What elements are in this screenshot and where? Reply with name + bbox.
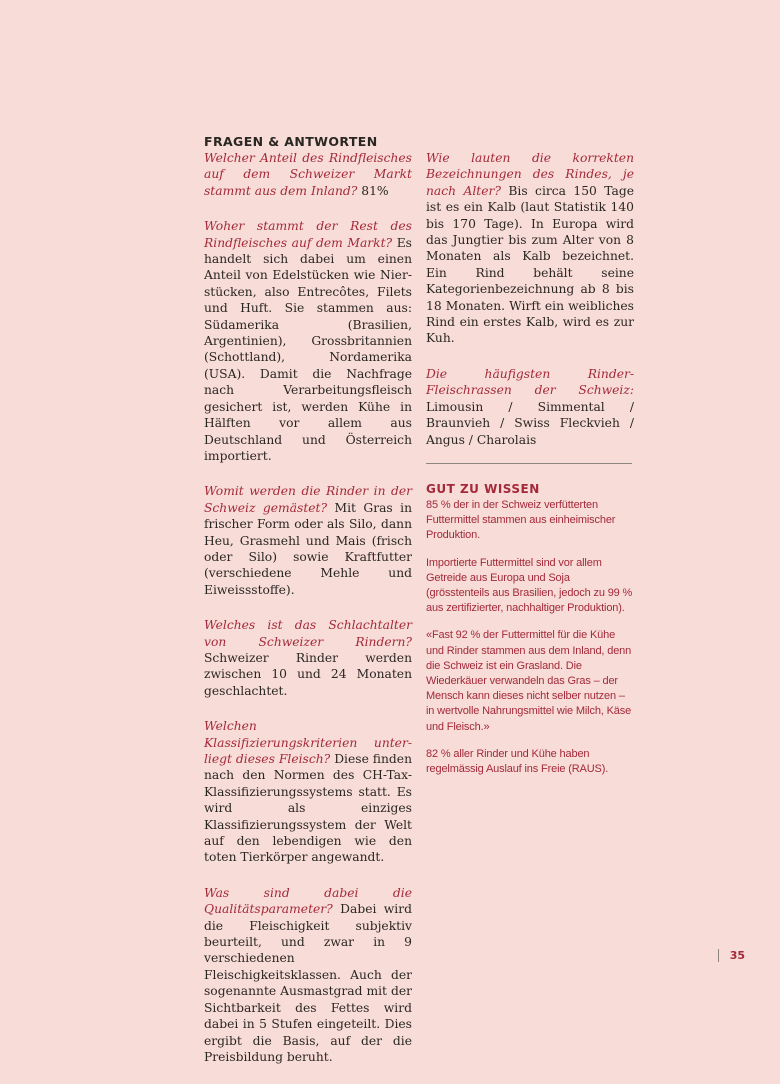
question: Woher stammt der Rest des Rindfleisches auf dem Markt? <box>204 219 412 250</box>
page-number: 35 <box>729 949 745 962</box>
question: Welchen Klassifizierungskriterien unterliegt dieses Fleisch? <box>204 719 412 766</box>
qa-item <box>204 718 412 866</box>
question: Die häufigsten Rinder-Fleischrassen der Schweiz: <box>426 366 634 398</box>
answer: Mit Gras in frischer Form oder als Silo, dann Heu, Grasmehl und Mais (frisch oder Silo) sowie Kraftfutter (verschiedene Mehle und Eiweissstoffe). <box>204 500 413 597</box>
page-number-divider <box>718 949 719 962</box>
info-paragraph: 82 % aller Rinder und Kühe haben regelmässig Auslauf ins Freie (RAUS). <box>426 747 609 775</box>
qa-item <box>426 150 634 347</box>
question: Womit werden die Rinder in der Schweiz gemästet? <box>204 484 412 515</box>
question: Was sind dabei die Qualitätsparameter? <box>204 885 412 917</box>
answer: Diese finden nach den Normen des CH-Tax-Klassifizierungssystems statt. Es wird als einziges Klassifizierungssystem der Welt auf den lebendigen wie den toten Tierkörper angewandt. <box>204 752 412 865</box>
right-column <box>426 150 634 789</box>
qa-item <box>204 483 412 598</box>
qa-item <box>426 366 634 448</box>
qa-item <box>204 218 412 464</box>
info-quote: «Fast 92 % der Futtermittel für die Kühe und Rinder stammen aus dem Inland, denn die Schweiz ist ein Grasland. Die Wiederkäuer verwandeln das Gras – der Mensch kann dieses nicht selber nutzen – in wertvolle Nahrungsmittel wie Milch, Käse und Fleisch.» <box>426 629 632 733</box>
qa-item <box>204 150 412 199</box>
qa-item <box>204 885 412 1065</box>
answer: 81% <box>357 183 389 198</box>
section-heading: FRAGEN & ANTWORTEN <box>204 134 378 149</box>
qa-item <box>204 617 412 699</box>
left-column <box>204 134 412 1084</box>
info-box-heading: GUT ZU WISSEN <box>426 481 540 496</box>
answer: Schweizer Rinder werden zwischen 10 und 24 Monaten geschlachtet. <box>204 650 412 698</box>
answer: Bis circa 150 Tage ist es ein Kalb (laut Statistik 140 bis 170 Tage). In Europa wird das Jungtier bis zum Alter von 8 Monaten als Kalb bezeichnet. Ein Rind behält seine Kategorienbezeichnung ab 8 bis 18 Monaten. Wirft ein weibliches Rind ein erstes Kalb, wird es zur Kuh. <box>426 183 634 346</box>
question: Welches ist das Schlachtalter von Schweizer Rindern? <box>204 618 412 649</box>
info-paragraph: Importierte Futtermittel sind vor allem Getreide aus Europa und Soja (grösstenteils aus Brasilien, jedoch zu 99 % aus zertifizierter, nachhaltiger Produktion). <box>426 556 633 615</box>
answer: Es handelt sich dabei um einen Anteil von Edelstücken wie Nierstücken, also Entrecôtes, Filets und Huft. Sie stammen aus: Südamerika (Brasilien, Argentinien), Grossbritannien (Schottland), Nordamerika (USA). Damit die Nachfrage nach Verarbeitungsfleisch gesichert ist, werden Kühe in Hälften vor allem aus Deutschland und Österreich importiert. <box>204 235 412 463</box>
info-paragraph: 85 % der in der Schweiz verfütterten Futtermittel stammen aus einheimischer Produktion. <box>426 498 616 542</box>
answer: Dabei wird die Fleischigkeit subjektiv beurteilt, und zwar in 9 verschiedenen Fleischigkeitsklassen. Auch der sogenannte Ausmastgrad mit der Sichtbarkeit des Fettes wird dabei in 5 Stufen eingeteilt. Dies ergibt die Basis, auf der die Preisbildung beruht. <box>204 902 412 1064</box>
section-divider <box>426 463 632 464</box>
question: Wie lauten die korrekten Bezeichnungen des Rindes, je nach Alter? <box>426 151 634 198</box>
answer: Limousin / Simmental / Braunvieh / Swiss Fleckvieh / Angus / Charolais <box>426 399 634 447</box>
question: Welcher Anteil des Rindfleisches auf dem Schweizer Markt stammt aus dem Inland? <box>204 151 412 198</box>
